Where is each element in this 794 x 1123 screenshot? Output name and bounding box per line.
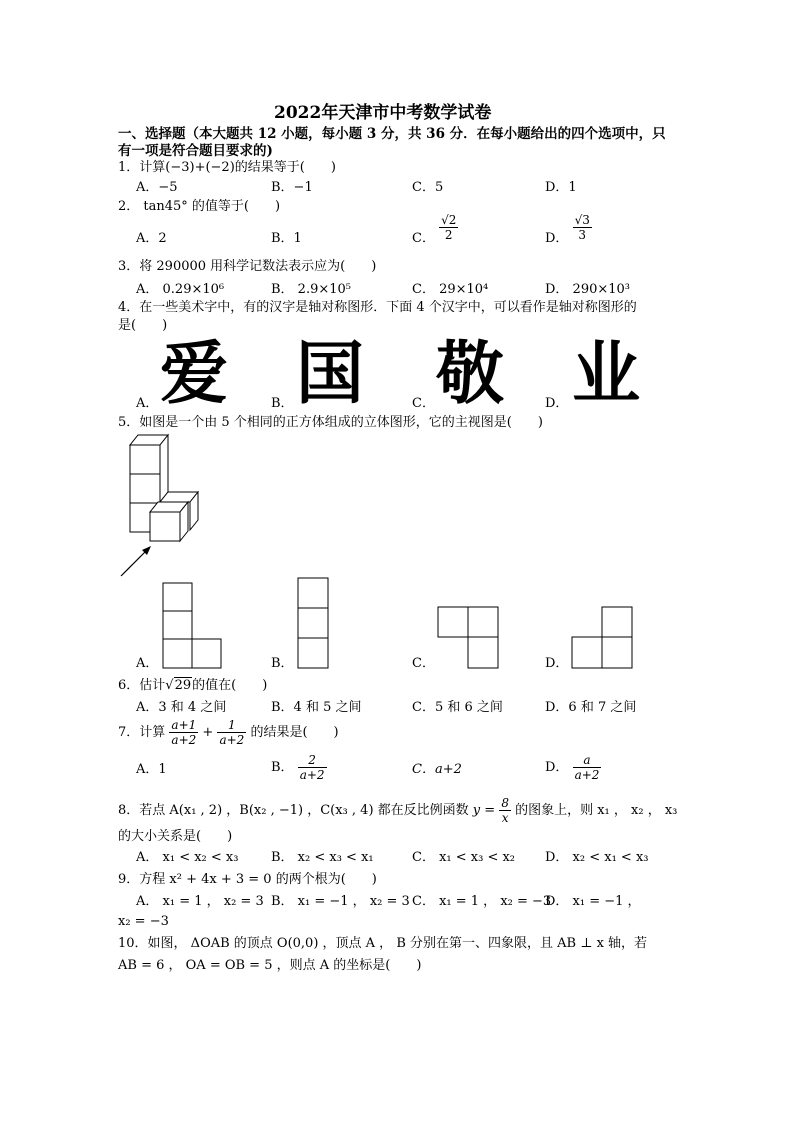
q4-char-b: 国	[296, 335, 365, 414]
q4-option-d: D．	[545, 396, 569, 411]
q9-option-b: B． x₁ = −1 ， x₂ = 3	[271, 894, 410, 909]
q5-column-side-face	[160, 435, 168, 502]
q7-plus: +	[202, 725, 214, 740]
page-title: 2022年天津市中考数学试卷	[274, 103, 492, 123]
q5-option-a: A．	[136, 656, 159, 671]
q7-fraction-2	[217, 718, 246, 747]
q4-option-a: A．	[136, 396, 159, 411]
q2-option-a: A．2	[136, 231, 167, 246]
q8-function-y: y =	[472, 803, 496, 818]
q8-function-denominator: x	[501, 811, 509, 825]
q2-option-b: B．1	[271, 231, 302, 246]
q2-option-d-label: D．	[545, 231, 569, 246]
q5-option-c: C．	[412, 656, 435, 671]
q9-option-d-continued: x₂ = −3	[118, 914, 169, 929]
q4-char-d: 业	[572, 335, 641, 414]
q5-option-c-figure	[437, 606, 501, 670]
q5-cube-top	[130, 445, 160, 474]
q7-option-d	[545, 753, 601, 782]
q7-option-d-numerator: a	[573, 753, 602, 768]
q3-option-a: A． 0.29×10⁶	[136, 282, 225, 297]
q5-3d-figure	[115, 430, 205, 580]
q5-option-d-figure	[571, 606, 635, 670]
section-header-line1: 一、选择题（本大题共 12 小题，每小题 3 分，共 36 分．在每小题给出的四个选项中，只	[118, 126, 666, 142]
q7-option-d-fraction	[573, 753, 602, 782]
q6-radicand: 29	[174, 678, 192, 693]
q2-option-d-fraction	[573, 213, 592, 242]
q1-option-b: B．−1	[271, 180, 313, 195]
q7-option-c: C．a+2	[412, 762, 462, 777]
q9-stem: 9．方程 x² + 4x + 3 = 0 的两个根为( )	[118, 872, 377, 887]
q3-option-d: D． 290×10³	[545, 282, 631, 297]
q1-option-a: A．−5	[136, 180, 178, 195]
q7-option-d-label: D．	[545, 760, 569, 775]
q4-stem-line1: 4．在一些美术字中，有的汉字是轴对称图形．下面 4 个汉字中，可以看作是轴对称图形的	[118, 300, 637, 315]
q4-option-c: C．	[412, 396, 435, 411]
q8-stem-line2: 的大小关系是( )	[118, 829, 233, 844]
q8-option-d: D． x₂ < x₁ < x₃	[545, 850, 649, 865]
q5-option-d: D．	[545, 656, 569, 671]
q8-option-b: B． x₂ < x₃ < x₁	[271, 850, 374, 865]
q2-option-d-numerator: √3	[574, 213, 590, 227]
q6-option-d: D．6 和 7 之间	[545, 700, 637, 715]
q8-stem-post: 的图象上，则 x₁ ， x₂ ， x₃	[515, 803, 678, 818]
q1-stem: 1．计算(−3)+(−2)的结果等于( )	[118, 160, 336, 175]
q7-option-b-numerator: 2	[298, 753, 327, 768]
q5-cube-middle	[130, 474, 160, 503]
q7-fraction-1-denominator: a+2	[171, 733, 197, 747]
q4-stem-line2: 是( )	[118, 318, 168, 333]
q10-stem-line2: AB = 6 ， OA = OB = 5 ，则点 A 的坐标是( )	[118, 958, 422, 973]
q2-stem: 2． tan45° 的值等于( )	[118, 199, 281, 214]
q6-stem-post: 的值在( )	[192, 678, 268, 693]
q7-fraction-2-denominator: a+2	[219, 733, 245, 747]
q9-option-d: D． x₁ = −1 ，	[545, 894, 641, 909]
q2-option-d-denominator: 3	[578, 228, 587, 242]
q2-option-c	[412, 213, 458, 247]
q1-option-d: D．1	[545, 180, 577, 195]
q7-stem-post: 的结果是( )	[250, 725, 339, 740]
q7-option-d-denominator: a+2	[574, 768, 600, 782]
q5-option-a-figure	[162, 582, 224, 670]
q3-stem: 3．将 290000 用科学记数法表示应为( )	[118, 259, 377, 274]
q7-fraction-2-numerator: 1	[217, 718, 246, 733]
section-header-line2: 有一项是符合题目要求的)	[118, 143, 273, 159]
q8-option-a: A． x₁ < x₂ < x₃	[136, 850, 239, 865]
q5-option-b: B．	[271, 656, 294, 671]
q2-option-d	[545, 213, 592, 247]
q7-fraction-1-numerator: a+1	[171, 718, 197, 732]
q5-stem: 5．如图是一个由 5 个相同的正方体组成的立体图形，它的主视图是( )	[118, 415, 543, 430]
q2-option-c-numerator: √2	[441, 213, 457, 227]
q2-option-c-label: C．	[412, 231, 435, 246]
q10-stem-line1: 10．如图， ΔOAB 的顶点 O(0,0) ，顶点 A ， B 分别在第一、四象限，且 AB ⊥ x 轴，若	[118, 936, 648, 951]
q8-stem-line1	[118, 796, 677, 825]
q6-stem: 6．估计√29的值在( )	[118, 678, 268, 693]
q4-char-c: 敬	[436, 335, 505, 414]
q4-char-a: 爱	[160, 335, 229, 414]
q6-option-a: A．3 和 4 之间	[136, 700, 227, 715]
q9-option-c: C． x₁ = 1 ， x₂ = −3	[412, 894, 552, 909]
q7-option-b-denominator: a+2	[299, 768, 325, 782]
q6-stem-pre: 6．估计	[118, 678, 166, 693]
q2-option-c-fraction	[439, 213, 458, 242]
q8-function-fraction	[499, 796, 511, 825]
q3-option-b: B． 2.9×10⁵	[271, 282, 352, 297]
q7-stem-pre: 7．计算	[118, 725, 166, 740]
q7-stem	[118, 718, 339, 747]
q7-fraction-1	[169, 718, 198, 747]
q6-option-c: C．5 和 6 之间	[412, 700, 503, 715]
q8-function-numerator: 8	[501, 796, 509, 810]
q2-option-c-denominator: 2	[444, 228, 453, 242]
q5-option-b-figure	[297, 577, 331, 670]
q8-stem-pre: 8．若点 A(x₁ , 2) ，B(x₂ , −1) ，C(x₃ , 4) 都在反比例函数	[118, 803, 469, 818]
q7-option-b-label: B．	[271, 760, 294, 775]
q7-option-b-fraction	[298, 753, 327, 782]
q7-option-a: A．1	[136, 762, 167, 777]
q8-option-c: C． x₁ < x₃ < x₂	[412, 850, 516, 865]
q1-option-c: C．5	[412, 180, 444, 195]
q7-option-b	[271, 753, 327, 782]
q3-option-c: C． 29×10⁴	[412, 282, 489, 297]
q4-option-b: B．	[271, 396, 294, 411]
q6-option-b: B．4 和 5 之间	[271, 700, 362, 715]
q9-option-a: A． x₁ = 1 ， x₂ = 3	[136, 894, 264, 909]
q5-front-cube-face	[150, 512, 180, 541]
